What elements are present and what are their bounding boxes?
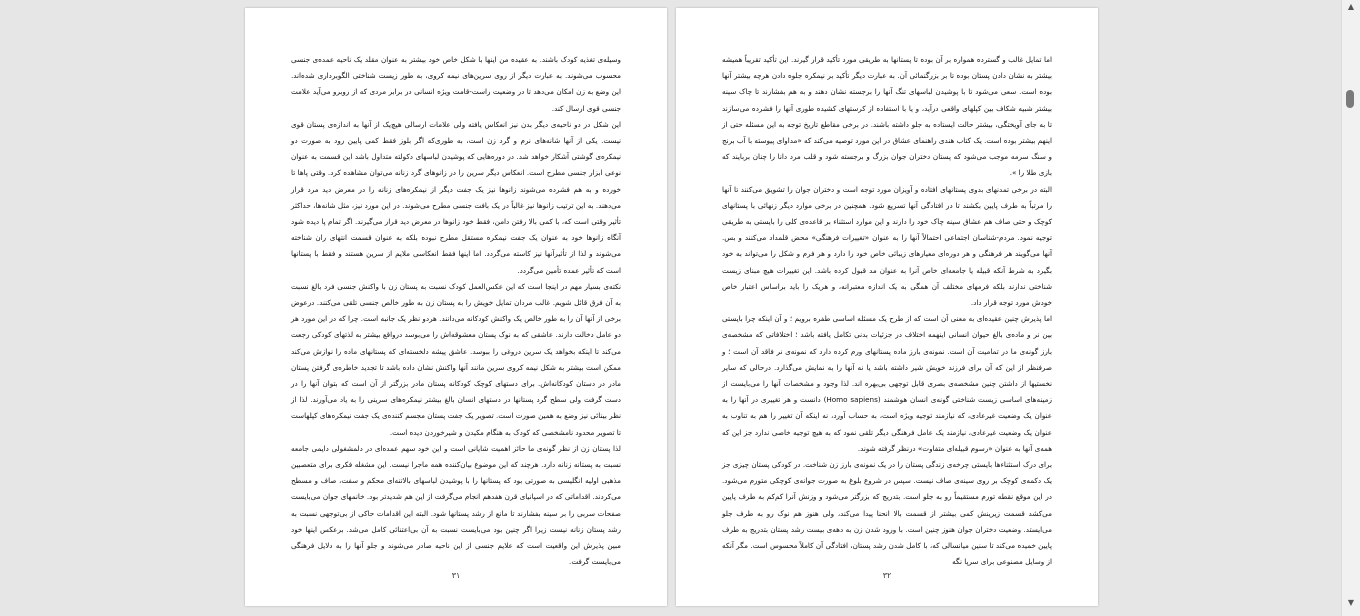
paragraph: البته در برخی تمدنهای بدوی پستانهای افتاده و آویزان مورد توجه است و دختران جوان را تشویق می‌کنند تا آنها را مرتباً به طرف پایین بکشند تا در افتادگی آنها تسریع شود. همچنین در برخی موارد دیگر زنهائی با پستانهای کوچک و حتی صاف هم عشاق سینه چاک خود را دارند و این موارد استثناء بر قاعده‌ی کلی را بایستی به طریقی توجیه نمود. مردم-شناسان اجتماعی احتمالاً آنها را به عنوان «تغییرات فرهنگی» محض قلمداد می‌کنند و بس. آنها می‌گویند هر فرهنگی و هر دوره‌ای معیارهای زیبائی خاص خود را دارد و هر فرم و شکل را می‌تواند به خود بگیرد به شرط آنکه قبیله یا جامعه‌ای خاص آنرا به عنوان مد قبول کرده باشد. این تغییرات هیچ مبنای زیست شناختی ندارند بلکه فرمهای مختلف آن همگی به یک اندازه معتبرانه، و هریک را باید براساس اعتبار خاص خودش مورد توجه قرار داد. (722, 184, 1052, 308)
page-text (291, 52, 621, 571)
paragraph: لذا پستان زن از نظر گونه‌ی ما حائز اهمیت شایانی است و این خود سهم عمده‌ای در دلمشغولی دایمی جامعه نسبت به پستانه زنانه دارد. هرچند که این موضوع بیان‌کننده همه ماجرا نیست. این مشغله فکری برای متعصبین مذهبی اولیه انگلیسی به صورتی بود که پستانها را با پوشیدن لباسهای بالاتنه‌ای محکم و سفت، صاف و مسطح می‌کردند. اقداماتی که در اسپانیای قرن هفدهم انجام می‌گرفت از این هم شدیدتر بود. خانمهای جوان می‌بایست صفحات سربی را بر سینه بفشارند تا مانع از رشد پستانها شود. البته این اقدامات حاکی از بی‌توجهی نسبت به رشد پستان زنانه نیست زیرا اگر چنین بود می‌بایست نسبت به آن بی‌اعتنائی کامل می‌شد. برعکس اینها خود مبین پذیرش این واقعیت است که علایم جنسی از این ناحیه صادر می‌شوند و جلو آنها را به دلایل فرهنگی می‌بایست گرفت. (291, 443, 621, 567)
page-number: ۳۱ (451, 571, 461, 580)
paragraph: اما پذیرش چنین عقیده‌ای به معنی آن است که از طرح یک مسئله اساسی طفره برویم ؛ و آن اینکه چرا بایستی بین نر و ماده‌ی بالغ حیوان انسانی اینهمه اختلاف در جزئیات بدنی تکامل یافته باشد ؛ اختلافاتی که مشخصه‌ی بارز گونه‌ی ما در تمامیت آن است. نمونه‌ی بارز ماده پستانهای ورم کرده دارد که نمونه‌ی نر فاقد آن است ؛ و صرفنظر از این که آن برای فرزند خویش شیر داشته باشد یا نه آنها را به نمایش می‌گذارد. درحالی که سایر نخستیها از داشتن چنین مشخصه‌ی بصری قابل توجهی بی‌بهره اند. لذا وجود و مشخصات آنها را می‌بایست از زمینه‌های اساسی زیست شناختی گونه‌ی انسان هوشمند (Homo sapiens) دانست و هر تغییری در آنها را به عنوان یک وضعیت غیرعادی، که نیازمند توجیه ویژه است، به حساب آورد، نه اینکه آن تغییر را هم به تناوب به عنوان یک وضعیت غیرعادی، نیازمند یک عامل فرهنگی دیگر تلقی نمود که به هیچ توجیه خاصی ندارد جز این که همه‌ی آنها به عنوان «رسوم قبیله‌ای متفاوت» درنظر گرفته شوند. (722, 314, 1052, 453)
paragraph: نکته‌ی بسیار مهم در اینجا است که این عکس‌العمل کودک نسبت به پستان زن با واکنش جنسی فرد بالغ نسبت به آن فرق قائل شویم. غالب مردان تمایل خویش را به پستان زن به طور خالص جنسی تلقی می‌کنند. درعوض برخی از آنها آن را به طور خالص یک واکنش کودکانه می‌دانند. هردو نظر یک جانبه است. چرا که در این مورد هر دو عامل دخالت دارند. عاشقی که به نوک پستان معشوقه‌اش را می‌بوسد درواقع بیشتر به لذتهای کودکی رجعت می‌کند تا اینکه بخواهد یک سرین دروغی را ببوسد. عاشق پیشه دلخسته‌ای که پستانهای ماده را نوازش می‌کند ممکن است بیشتر به شکل نیمه کروی سرین مانند آنها واکنش نشان داده باشد تا تجدید خاطره‌ی گرفتن پستان مادر در دستان کودکانه‌اش. برای دستهای کوچک کودکانه پستان مادر بزرگتر از آن است که بتوان آنها را در دست گرفت ولی سطح گرد پستانها در دستهای انسان بالغ بیشتر نیمکره‌های سرینی را به یاد می‌آورند. لذا از نظر بینائی نیز وضع به همین صورت است. تصویر یک جفت پستان مجسم کننده‌ی یک جفت نیمکره‌های کپلهاست تا تصویر محدود نامشخصی که کودک به هنگام مکیدن و شیرخوردن دیده است. (291, 281, 621, 437)
paragraph: وسیله‌ی تغذیه کودک باشند. به عقیده من اینها با شکل خاص خود بیشتر به عنوان مقلد یک ناحیه عمده‌ی جنسی محسوب می‌شوند. به عبارت دیگر از روی سرین‌های نیمه کروی، به طور زیست شناختی الگوبرداری شده‌اند. این وضع به زن امکان می‌دهد تا در وضعیت راست-قامت ویژه انسانی در برابر مردی که از روبرو می‌آید علامت جنسی قوی ارسال کند. (291, 55, 621, 113)
page-32 (676, 8, 1098, 606)
scroll-down-arrow-icon[interactable]: ▼ (1347, 598, 1355, 607)
paragraph: اما تمایل غالب و گسترده همواره بر آن بوده تا پستانها به طریقی مورد تأکید قرار گیرند. این تأکید تقریباً همیشه بیشتر به نشان دادن پستان بوده تا بر بزرگنمائی آن. به عبارت دیگر تأکید بر نیمکره جلوه دادن هرچه بیشتر آنها بوده است. سعی می‌شود تا با پوشیدن لباسهای تنگ آنها را برجسته نشان دهند و به هم بفشارند تا چاک سینه بیشتر شبیه شکاف بین کپلهای واقعی درآید، و یا با استفاده از کرستهای کشیده طوری آنها را فشرده می‌سازند تا به جای آویختگی، بیشتر حالت ایستاده به جلو داشته باشند. در برخی مقاطع تاریخ توجه به این مسئله حتی از اینهم بیشتر بوده است. یک کتاب هندی راهنمای عشاق در این مورد توصیه می‌کند که «مداوای پیوسته با آب برنج و سنگ سرمه موجب می‌شود که پستان دختران جوان بزرگ و برجسته شود و قلب مرد دانا را چنان بربایند که بازی طلا را ». (722, 55, 1052, 178)
paragraph: این شکل در دو ناحیه‌ی دیگر بدن نیز انعکاس یافته ولی علامات ارسالی هیچ‌یک از آنها به اندازه‌ی پستان قوی نیست. یکی از آنها شانه‌های نرم و گرد زن است، به طوری‌که اگر بلوز فقط کمی پایین رود به صورت دو نیمکره‌ی گوشتی آشکار خواهد شد. در دوره‌هایی که پوشیدن لباسهای دکولته متداول باشد این قسمت به عنوان نوعی ابزار جنسی مطرح است. انعکاس دیگر سرین را در زانوهای گرد زنانه می‌توان مشاهده کرد. وقتی پاها تا خورده و به هم فشرده می‌شوند زانوها نیز یک جفت دیگر از نیمکره‌های زنانه را در معرض دید مرد قرار می‌دهند. به این ترتیب زانوها نیز غالباً در یک بافت جنسی مطرح می‌شوند. در این مورد نیز، مثل شانه‌ها، حداکثر تأثیر وقتی است که، با کمی بالا رفتن دامن، فقط خود زانوها در معرض دید قرار می‌گیرند. اگر تمام پا دیده شود آنگاه زانوها خود به عنوان یک جفت نیمکره مستقل مطرح نبوده بلکه به عنوان قسمت انتهای ران شناخته می‌شوند و لذا از تأثیرآنها نیز کاسته می‌گردد. اما اینها فقط انعکاسی ملایم از سرین هستند و فقط با پستانها است که تأثیر عمده تأمین می‌گردد. (291, 119, 621, 275)
page-text (722, 52, 1052, 571)
vertical-scrollbar[interactable] (1341, 0, 1360, 616)
scrollbar-thumb[interactable] (1346, 90, 1354, 108)
page-number: ۳۲ (882, 571, 892, 580)
scroll-up-arrow-icon[interactable]: ▲ (1347, 2, 1355, 11)
paragraph: برای درک استثناءها بایستی چرخه‌ی زندگی پستان را در یک نمونه‌ی بارز زن شناخت. در کودکی پستان چیزی جز یک دکمه‌ی کوچک بر روی سینه‌ی صاف نیست. سپس در شروع بلوغ به صورت جوانه‌ی کوچکی متورم می‌شود. در این موقع نقطه تورم مستقیماً رو به جلو است. بتدریج که بزرگتر می‌شود و وزنش آنرا کم‌کم به طرف پایین می‌کشد قسمت زیرینش کمی بیشتر از قسمت بالا انحنا پیدا می‌کند، ولی هنوز هم نوک رو به طرف جلو می‌ایستد. وضعیت دختران جوان هنوز چنین است. با ورود شدن زن به دهه‌ی بیست رشد پستان بتدریج به طرف پایین خمیده می‌کند تا سنین میانسالی که، با کامل شدن رشد پستان، افتادگی آن کاملاً محسوس است. مگر آنکه از وسایل مصنوعی برای سرپا نگه (722, 460, 1052, 567)
page-31 (245, 8, 667, 606)
